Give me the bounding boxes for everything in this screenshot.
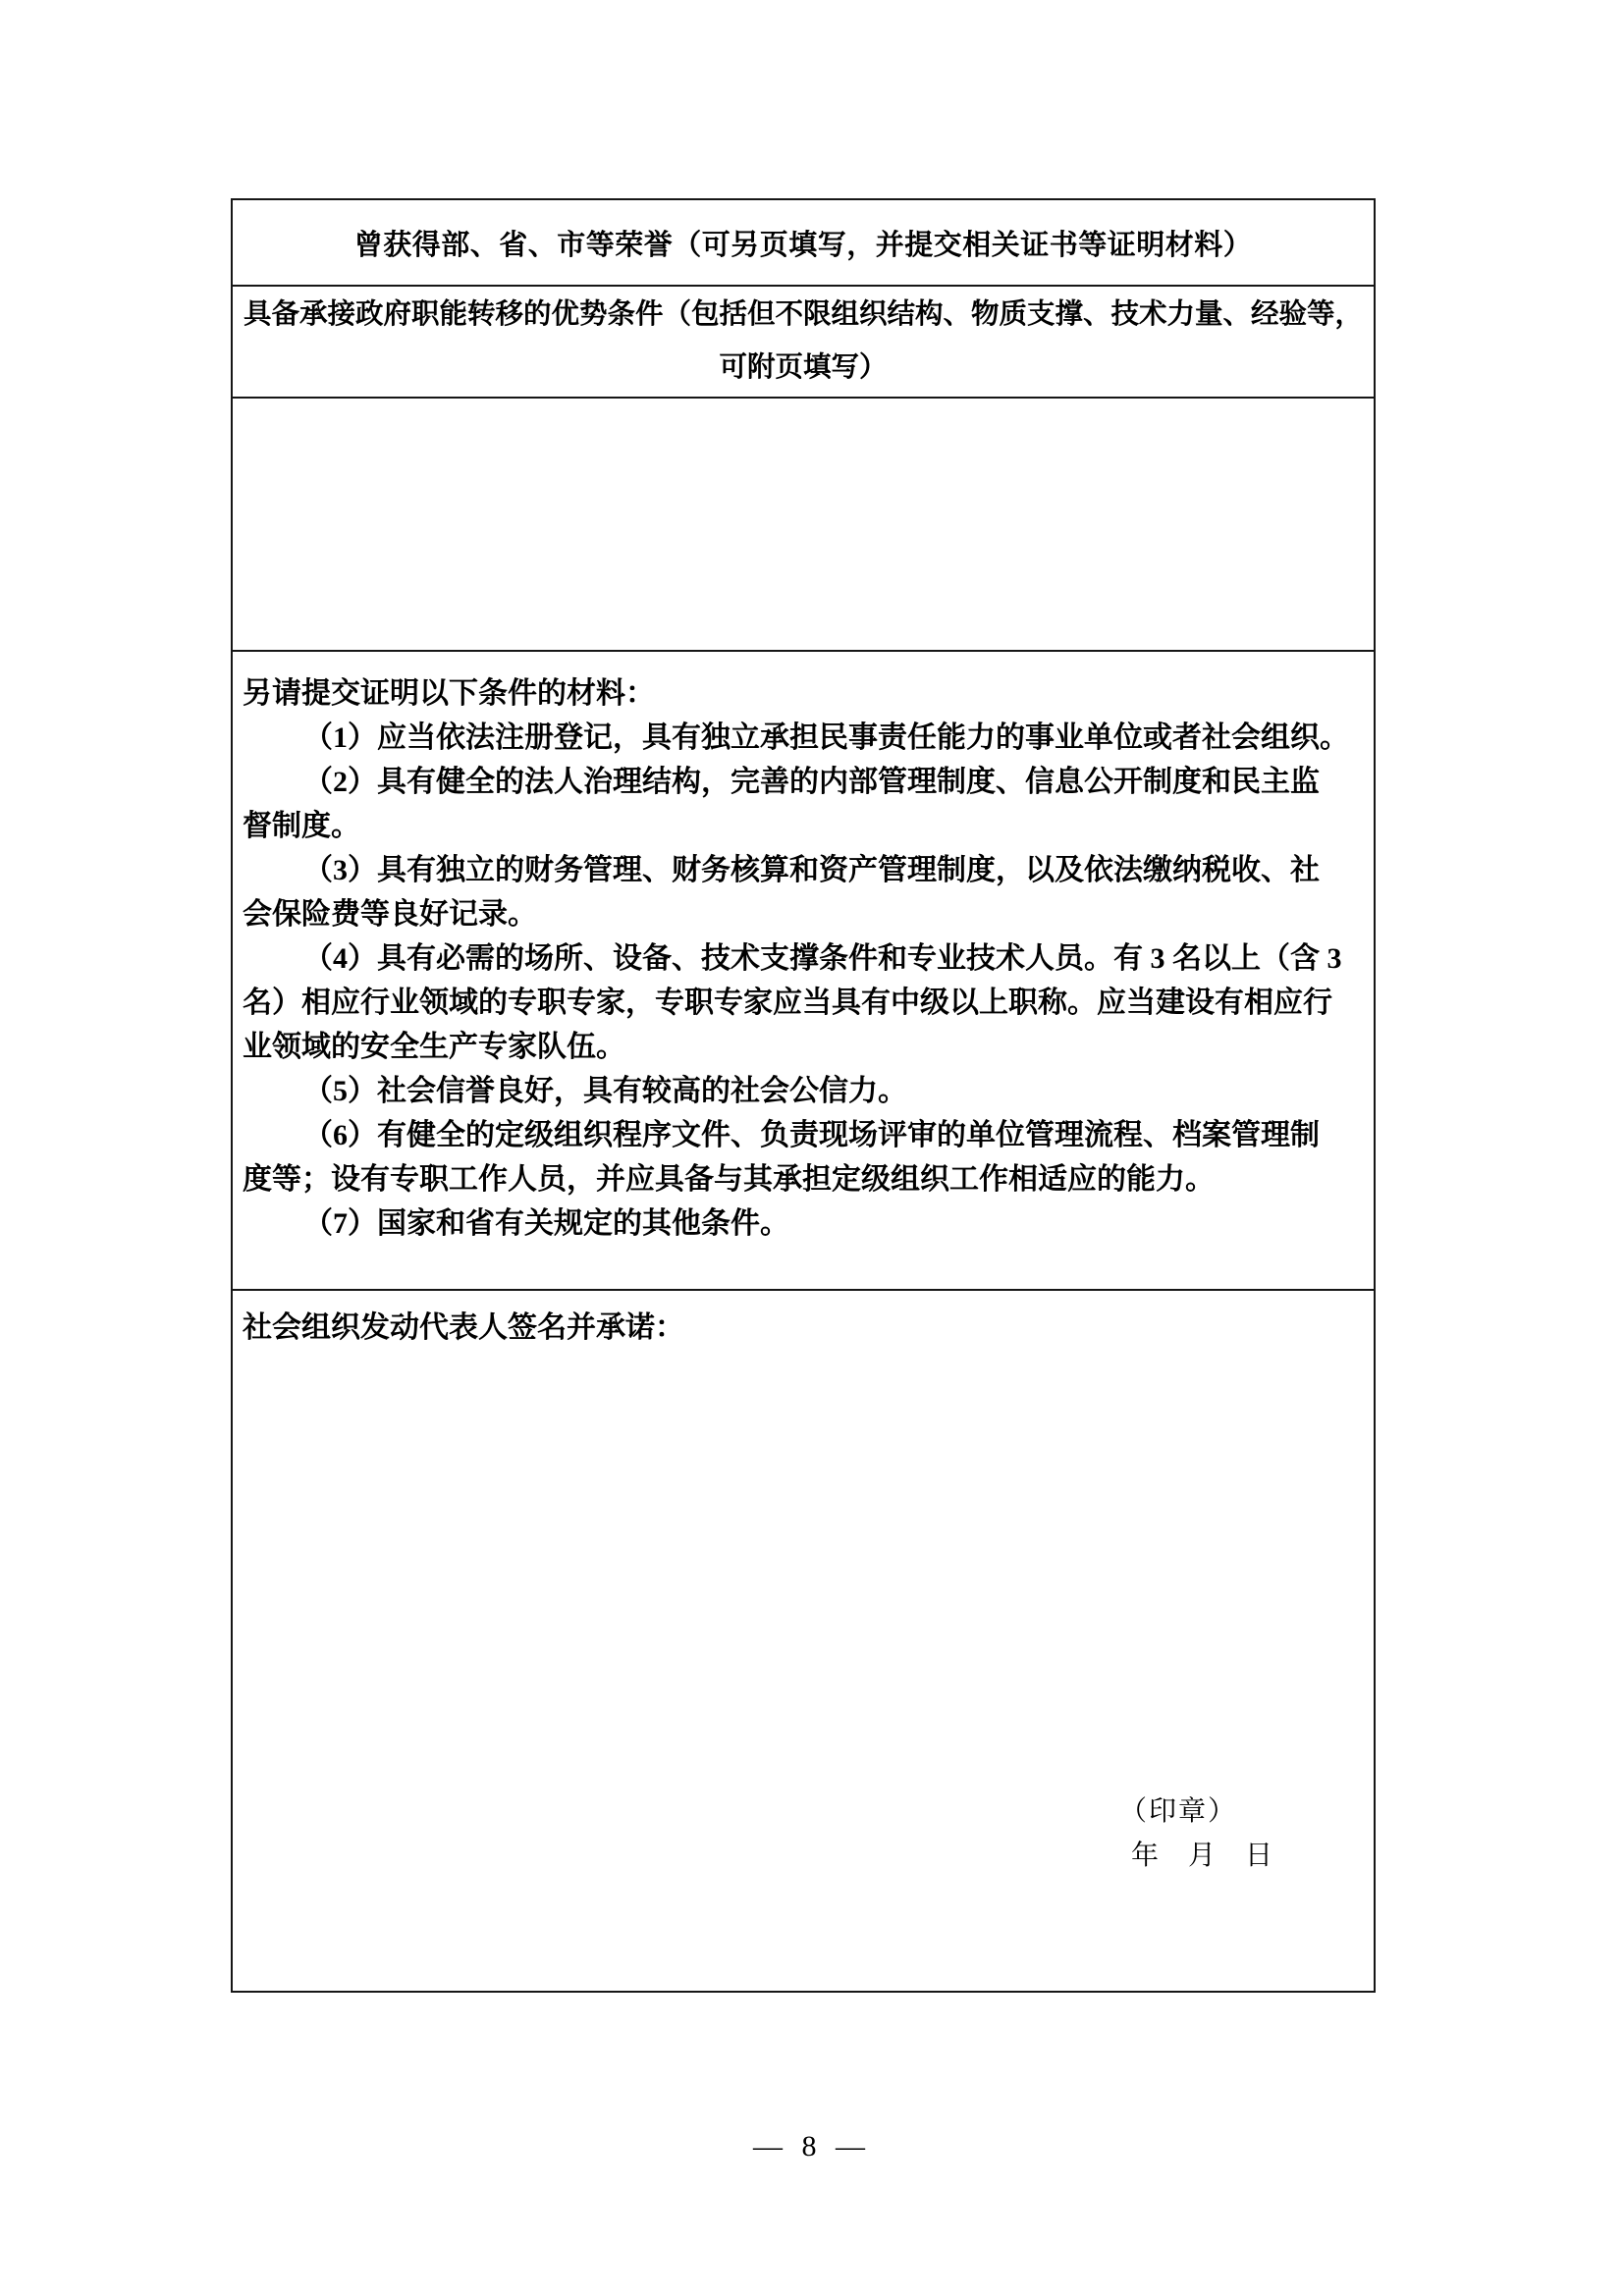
condition-2-line: （2）具有健全的法人治理结构，完善的内部管理制度、信息公开制度和民主监 bbox=[303, 766, 1320, 798]
advantages-header-cell bbox=[233, 287, 1374, 399]
condition-6-cont: 度等；设有专职工作人员，并应具备与其承担定级组织工作相适应的能力。 bbox=[243, 1163, 1215, 1196]
condition-4-cont2: 业领域的安全生产专家队伍。 bbox=[243, 1031, 625, 1063]
honors-header-text: 曾获得部、省、市等荣誉（可另页填写，并提交相关证书等证明材料） bbox=[353, 229, 1253, 261]
honors-header-cell bbox=[233, 200, 1374, 287]
date-placeholder: 年 月 日 bbox=[1131, 1841, 1274, 1871]
page-number: — 8 — bbox=[753, 2130, 871, 2163]
materials-intro-line: 另请提交证明以下条件的材料： bbox=[243, 677, 655, 710]
materials-conditions-cell bbox=[233, 652, 1374, 1291]
condition-3-cont: 会保险费等良好记录。 bbox=[243, 898, 537, 931]
condition-4-cont1: 名）相应行业领域的专职专家，专职专家应当具有中级以上职称。应当建设有相应行 bbox=[243, 987, 1332, 1019]
condition-1-line: （1）应当依法注册登记，具有独立承担民事责任能力的事业单位或者社会组织。 bbox=[303, 721, 1349, 754]
condition-4-line: （4）具有必需的场所、设备、技术支撑条件和专业技术人员。有 3 名以上（含 3 bbox=[303, 942, 1342, 975]
condition-7-line: （7）国家和省有关规定的其他条件。 bbox=[303, 1207, 789, 1240]
advantages-fill-area bbox=[233, 399, 1374, 652]
signature-cell bbox=[233, 1291, 1374, 1991]
condition-5-line: （5）社会信誉良好，具有较高的社会公信力。 bbox=[303, 1075, 907, 1107]
stamp-date-block bbox=[1119, 1789, 1273, 1878]
advantages-header-line2: 可附页填写） bbox=[719, 352, 888, 383]
seal-placeholder: （印章） bbox=[1119, 1796, 1238, 1827]
condition-3-line: （3）具有独立的财务管理、财务核算和资产管理制度，以及依法缴纳税收、社 bbox=[303, 854, 1320, 886]
signature-label: 社会组织发动代表人签名并承诺： bbox=[243, 1311, 684, 1344]
advantages-header-line1: 具备承接政府职能转移的优势条件（包括但不限组织结构、物质支撑、技术力量、经验等， bbox=[243, 299, 1363, 330]
application-form-table bbox=[231, 198, 1376, 1993]
condition-2-cont: 督制度。 bbox=[243, 810, 360, 842]
condition-6-line: （6）有健全的定级组织程序文件、负责现场评审的单位管理流程、档案管理制 bbox=[303, 1119, 1320, 1151]
